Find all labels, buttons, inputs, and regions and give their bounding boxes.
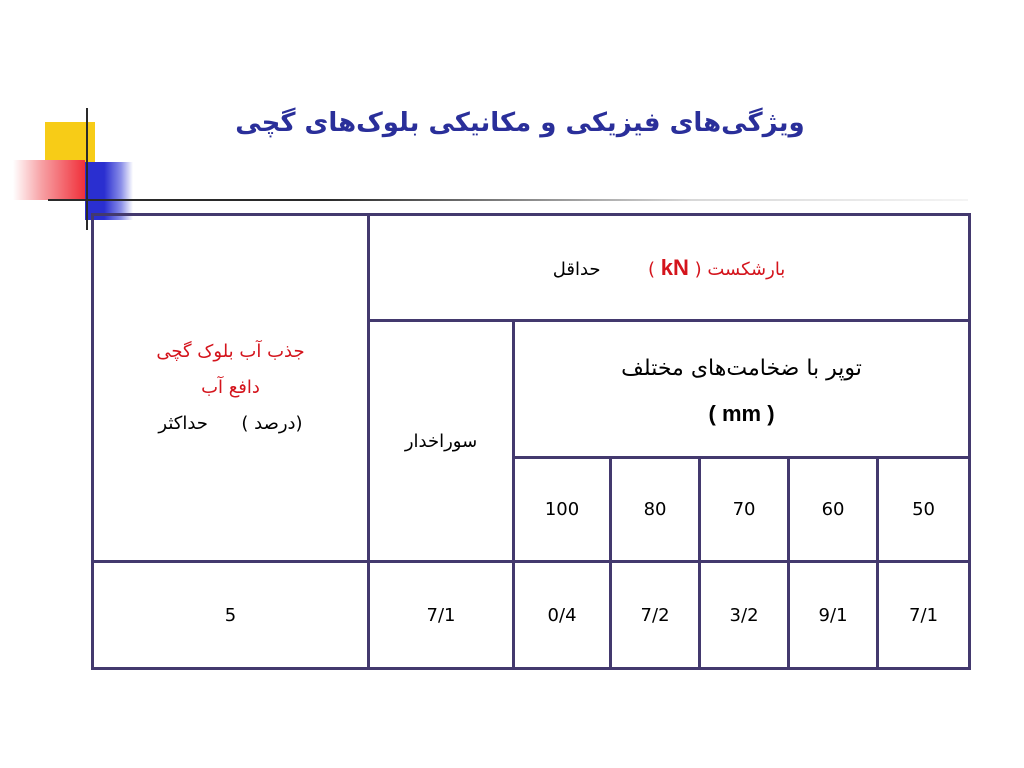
decor-vertical-line (86, 108, 88, 230)
table-row (93, 562, 970, 669)
value-solid-50: 7/1 (878, 562, 970, 669)
solid-thickness-label: توپر با ضخامت‌های مختلف (621, 356, 862, 381)
value-solid-70: 3/2 (700, 562, 789, 669)
decor-horizontal-line (48, 199, 968, 201)
breaking-load-label: بارشکست (707, 258, 786, 280)
solid-thickness-unit: ( mm ) (708, 401, 775, 426)
decor-red-bar (13, 160, 85, 200)
water-absorption-line1: جذب آب بلوک گچی (156, 341, 305, 362)
decor-blue-square (85, 162, 133, 220)
value-solid-100: 0/4 (514, 562, 611, 669)
unit-kn: kN (660, 254, 689, 280)
thickness-60: 60 (789, 458, 878, 562)
slide-title: ویژگی‌های فیزیکی و مکانیکی بلوک‌های گچی (235, 108, 805, 138)
unit-open-paren: ( (694, 258, 702, 280)
table-row (93, 215, 970, 321)
value-solid-60: 9/1 (789, 562, 878, 669)
value-perforated: 7/1 (369, 562, 514, 669)
solid-thickness-header-cell (514, 321, 970, 458)
unit-close-paren: ) (647, 258, 656, 280)
thickness-100: 100 (514, 458, 611, 562)
water-absorption-max: حداکثر (158, 413, 208, 434)
breaking-load-header-cell (369, 215, 970, 321)
perforated-header-cell (369, 321, 514, 562)
value-solid-80: 7/2 (611, 562, 700, 669)
properties-table (91, 213, 971, 670)
water-absorption-unit: (درصد ) (241, 413, 303, 434)
thickness-50: 50 (878, 458, 970, 562)
value-water-absorption: 5 (93, 562, 369, 669)
thickness-70: 70 (700, 458, 789, 562)
thickness-80: 80 (611, 458, 700, 562)
perforated-label: سوراخدار (404, 430, 478, 452)
water-absorption-header-cell (93, 215, 369, 562)
min-label: حداقل (552, 258, 601, 280)
water-absorption-line2: دافع آب (201, 377, 260, 398)
